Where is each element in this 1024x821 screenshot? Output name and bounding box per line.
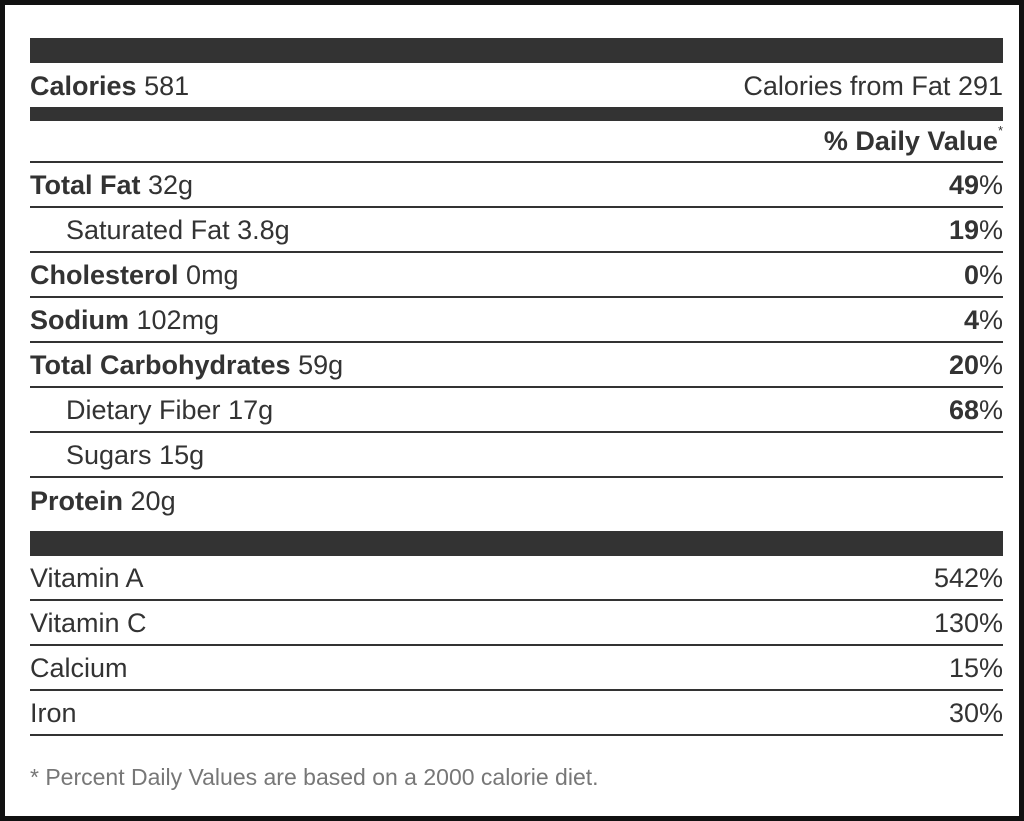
nutrient-amount: 102mg (136, 305, 220, 335)
nutrient-row (30, 343, 1003, 388)
nutrient-amount: 32g (148, 170, 194, 200)
daily-value-number: 20 (948, 350, 979, 380)
nutrient-daily-value (949, 217, 1003, 244)
nutrient-list (30, 163, 1003, 523)
vitamin-list (30, 556, 1003, 736)
calories (30, 73, 189, 100)
calories-label: Calories (30, 71, 137, 101)
nutrient-row (30, 298, 1003, 343)
vitamin-daily-value: 542% (933, 563, 1003, 593)
daily-value-number: 0 (963, 260, 979, 290)
calories-value: 581 (144, 71, 190, 101)
daily-value-number: 19 (948, 215, 979, 245)
vitamin-daily-value: 30% (948, 698, 1003, 728)
percent-sign: % (978, 395, 1003, 425)
calories-from-fat-value: 291 (957, 71, 1003, 101)
nutrient-row (30, 433, 1003, 478)
daily-value-label: % Daily Value (823, 125, 998, 156)
nutrient-daily-value (949, 352, 1003, 379)
percent-sign: % (978, 350, 1003, 380)
nutrient-daily-value (949, 397, 1003, 424)
nutrient-amount: 15g (159, 440, 205, 470)
nutrient-label (30, 172, 193, 199)
calories-from-fat-label: Calories from Fat (743, 71, 951, 101)
percent-sign: % (978, 260, 1003, 290)
nutrient-name: Sugars (66, 440, 152, 470)
nutrient-amount: 0mg (186, 260, 239, 290)
calories-divider-bar (30, 107, 1003, 121)
nutrient-row (30, 388, 1003, 433)
nutrient-amount: 3.8g (237, 215, 290, 245)
footnote: * Percent Daily Values are based on a 2000 calorie diet. (30, 764, 599, 790)
vitamin-name: Vitamin C (30, 608, 147, 638)
calories-from-fat (743, 73, 1003, 100)
nutrient-row (30, 253, 1003, 298)
nutrient-row (30, 478, 1003, 523)
vitamin-row (30, 601, 1003, 646)
nutrient-amount: 59g (298, 350, 344, 380)
nutrient-name: Dietary Fiber (66, 395, 221, 425)
top-bar (30, 38, 1003, 63)
nutrient-name: Protein (30, 486, 124, 516)
nutrient-daily-value (964, 307, 1003, 334)
vitamin-name: Iron (30, 698, 77, 728)
vitamin-row (30, 646, 1003, 691)
vitamin-name: Calcium (30, 653, 128, 683)
daily-value-number: 49 (948, 170, 979, 200)
nutrient-daily-value (949, 172, 1003, 199)
nutrient-daily-value (964, 262, 1003, 289)
nutrition-facts-panel (30, 38, 1003, 791)
nutrient-label (30, 442, 204, 469)
calories-row (30, 63, 1003, 107)
vitamin-row (30, 691, 1003, 736)
vitamin-row (30, 556, 1003, 601)
nutrient-row (30, 208, 1003, 253)
percent-sign: % (978, 215, 1003, 245)
nutrient-row (30, 163, 1003, 208)
nutrient-label (30, 352, 343, 379)
nutrient-name: Total Fat (30, 170, 141, 200)
nutrient-amount: 17g (228, 395, 274, 425)
vitamin-name: Vitamin A (30, 563, 144, 593)
daily-value-header (30, 121, 1003, 163)
vitamin-daily-value: 15% (948, 653, 1003, 683)
nutrient-label (30, 217, 290, 244)
nutrient-label (30, 397, 273, 424)
nutrient-name: Sodium (30, 305, 129, 335)
daily-value-number: 4 (963, 305, 979, 335)
daily-value-heading (823, 122, 1003, 156)
daily-value-marker: * (997, 122, 1003, 138)
nutrient-label (30, 262, 239, 289)
nutrient-label (30, 307, 219, 334)
nutrient-name: Total Carbohydrates (30, 350, 291, 380)
percent-sign: % (978, 305, 1003, 335)
vitamins-divider-bar (30, 531, 1003, 556)
percent-sign: % (978, 170, 1003, 200)
vitamin-daily-value: 130% (933, 608, 1003, 638)
daily-value-number: 68 (948, 395, 979, 425)
nutrient-name: Saturated Fat (66, 215, 230, 245)
nutrient-amount: 20g (130, 486, 176, 516)
nutrient-name: Cholesterol (30, 260, 179, 290)
nutrient-label (30, 488, 176, 515)
